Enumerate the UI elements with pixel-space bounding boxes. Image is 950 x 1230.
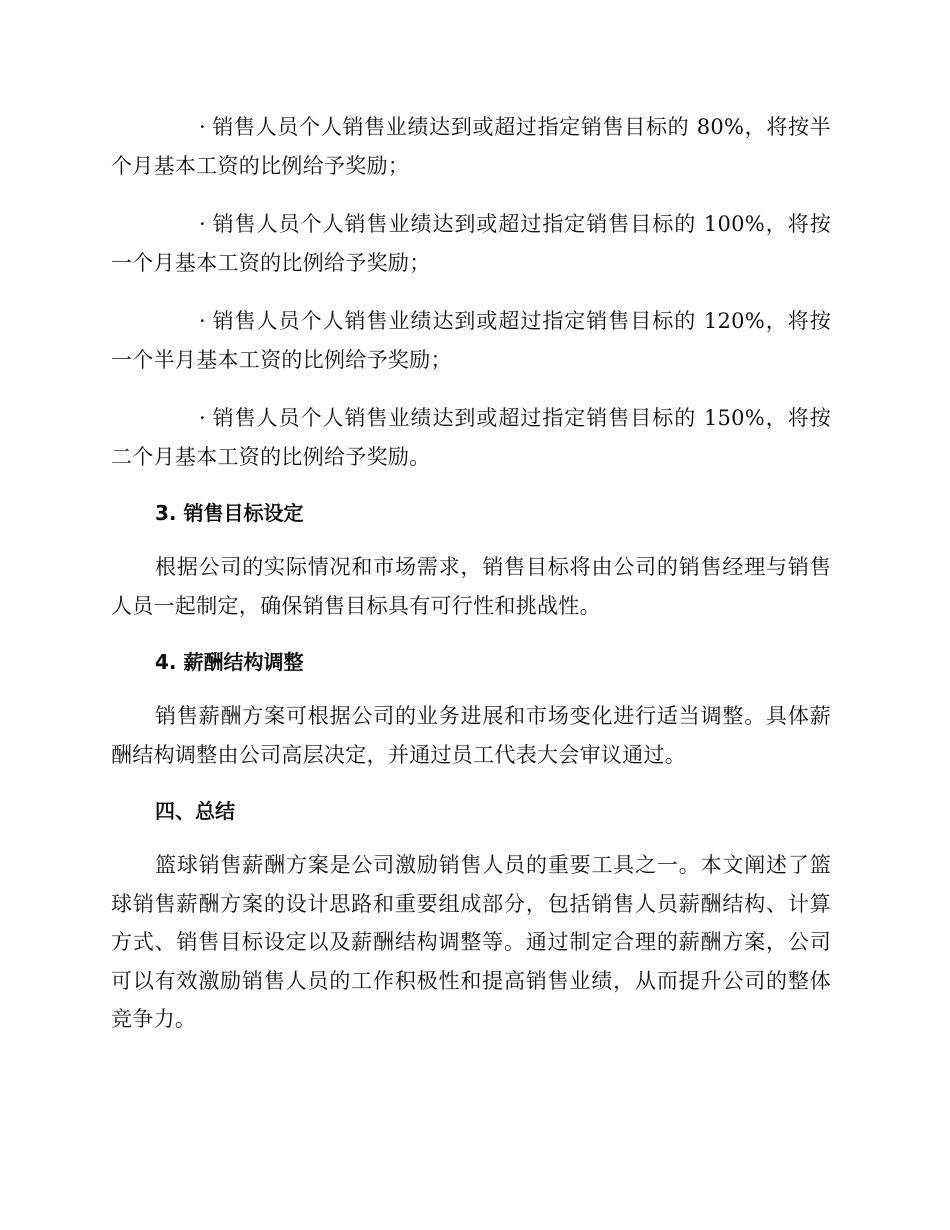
section-body-sales-target: 根据公司的实际情况和市场需求，销售目标将由公司的销售经理与销售人员一起制定，确保销售目标具有可行性和挑战性。	[111, 555, 831, 618]
bullet-marker: ·	[199, 115, 206, 139]
bullet-item-120	[111, 302, 831, 379]
bullet-item-150	[111, 399, 831, 476]
bullet-text: 销售人员个人销售业绩达到或超过指定销售目标的 150%，将按二个月基本工资的比例给予奖励。	[111, 406, 831, 469]
section-heading-salary-adjustment: 4. 薪酬结构调整	[155, 650, 304, 674]
bullet-marker: ·	[199, 406, 206, 430]
bullet-item-80	[111, 108, 831, 185]
section-heading-sales-target: 3. 销售目标设定	[155, 501, 304, 525]
section-body-summary: 篮球销售薪酬方案是公司激励销售人员的重要工具之一。本文阐述了篮球销售薪酬方案的设计思路和重要组成部分，包括销售人员薪酬结构、计算方式、销售目标设定以及薪酬结构调整等。通过制定合理的薪酬方案，公司可以有效激励销售人员的工作积极性和提高销售业绩，从而提升公司的整体竞争力。	[111, 853, 831, 1031]
document-page	[111, 108, 831, 1039]
bullet-marker: ·	[199, 212, 206, 236]
section-body-salary-adjustment: 销售薪酬方案可根据公司的业务进展和市场变化进行适当调整。具体薪酬结构调整由公司高层决定，并通过员工代表大会审议通过。	[111, 704, 831, 767]
bullet-text: 销售人员个人销售业绩达到或超过指定销售目标的 120%，将按一个半月基本工资的比例给予奖励；	[111, 309, 831, 372]
bullet-text: 销售人员个人销售业绩达到或超过指定销售目标的 100%，将按一个月基本工资的比例给予奖励；	[111, 212, 831, 275]
section-heading-summary: 四、总结	[155, 799, 235, 823]
bullet-item-100	[111, 205, 831, 282]
bullet-marker: ·	[199, 309, 206, 333]
bullet-text: 销售人员个人销售业绩达到或超过指定销售目标的 80%，将按半个月基本工资的比例给予奖励；	[111, 115, 831, 178]
